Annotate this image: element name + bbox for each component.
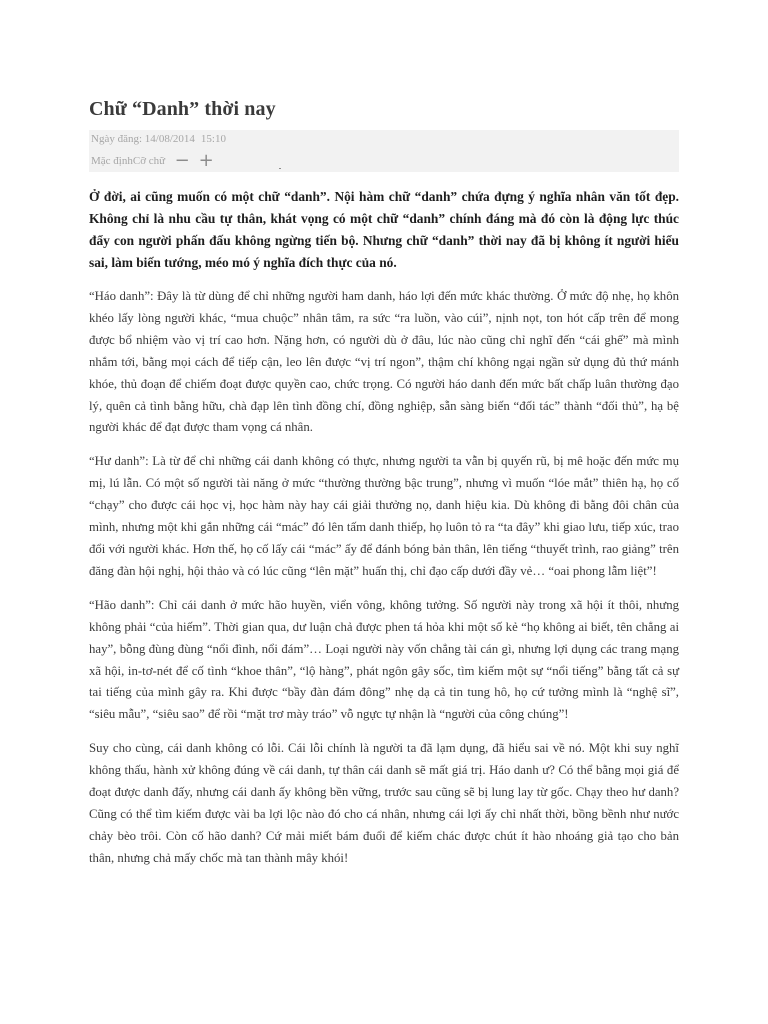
article-title: Chữ “Danh” thời nay [89, 98, 276, 120]
publish-date-label: Ngày đăng: 14/08/2014 [91, 133, 195, 145]
article-paragraph-2: “Hư danh”: Là từ để chỉ những cái danh không có thực, nhưng người ta vẫn bị quyến rũ, bị mê hoặc đến mức mụ mị, lú lẫn. Có một số người tài năng ở mức “thường thường bậc trung”, nhưng vì muốn “lóe mắt” thiên hạ, họ cố “chạy” cho được cái học vị, học hàm này hay cái giải thưởng nọ, danh hiệu kia. Dù không đi bằng đôi chân của mình, nhưng một khi gắn những cái “mác” đó lên tấm danh thiếp, họ luôn tỏ ra “ta đây” khi giao lưu, tiếp xúc, trao đổi với người khác. Hơn thế, họ cố lấy cái “mác” ấy để đánh bóng bản thân, lên tiếng “thuyết trình, rao giảng” trên đăng đàn hội nghị, hội thảo và có lúc cũng “lên mặt” huấn thị, chỉ đạo cấp dưới đầy vẻ… “oai phong lẫm liệt”! [89, 454, 679, 578]
minus-icon[interactable]: − [174, 150, 190, 171]
publish-time: 15:10 [200, 133, 226, 145]
article-paragraph-1: “Háo danh”: Đây là từ dùng để chỉ những người ham danh, háo lợi đến mức khác thường. Ở mức độ nhẹ, họ khôn khéo lấy lòng người khác, “mua chuộc” nhân tâm, ra sức “ra luồn, vào cúi”, nịnh nọt, ton hót cấp trên để mong được bổ nhiệm vào vị trí cao hơn. Nặng hơn, có người dù ở đâu, lúc nào cũng chỉ nghĩ đến “cái ghế” mà mình nhắm tới, bằng mọi cách để tiếp cận, leo lên được “vị trí ngon”, thậm chí không ngại ngần sử dụng đủ thứ mánh khóe, thủ đoạn để chiếm đoạt được quyền cao, chức trọng. Có người háo danh đến mức bất chấp luân thường đạo lý, quên cả tình bằng hữu, chà đạp lên tình đồng chí, đồng nghiệp, sẵn sàng biến “đối tác” thành “đối thủ”, hạ bệ người khác để đạt được tham vọng cá nhân. [89, 289, 679, 435]
font-size-label: Mặc địnhCỡ chữ [91, 155, 166, 167]
plus-icon[interactable]: + [198, 150, 214, 171]
article [89, 96, 679, 870]
link-underline [279, 168, 281, 169]
article-paragraph-3: “Hão danh”: Chỉ cái danh ở mức hão huyền, viển vông, không tưởng. Số người này trong xã hội ít thôi, nhưng không phải “của hiếm”. Thời gian qua, dư luận chả được phen tá hỏa khi một số kẻ “họ không ai biết, tên chẳng ai hay”, bỗng đùng đùng “nổi đình, nổi đám”… Loại người này vốn chẳng tài cán gì, nhưng lợi dụng các trang mạng xã hội, in-tơ-nét để cố tình “khoe thân”, “lộ hàng”, phát ngôn gây sốc, tìm kiếm một sự “nổi tiếng” bằng tất cả sự tai tiếng của mình gây ra. Khi được “bầy đàn đám đông” nhẹ dạ cả tin tung hô, họ cứ tưởng mình là “nghệ sĩ”, “siêu mẫu”, “siêu sao” để rồi “mặt trơ mày tráo” vỗ ngực tự nhận là “người của công chúng”! [89, 597, 679, 722]
font-size-control [91, 150, 221, 171]
article-paragraph-4: Suy cho cùng, cái danh không có lỗi. Cái lỗi chính là người ta đã lạm dụng, đã hiểu sai về nó. Một khi suy nghĩ không thấu, hành xử không đúng về cái danh, tự thân cái danh sẽ mất giá trị. Háo danh ư? Có thể bằng mọi giá để đoạt được danh đấy, nhưng cái danh ấy không bền vững, trước sau cũng sẽ bị lung lay từ gốc. Chạy theo hư danh? Cũng có thể tìm kiếm được vài ba lợi lộc nào đó cho cá nhân, nhưng cái lợi ấy chỉ nhất thời, bồng bềnh như nước chảy bèo trôi. Còn cố hão danh? Cứ mải miết bám đuổi để kiếm chác được chút ít hào nhoáng giả tạo cho bản thân, nhưng chả mấy chốc mà tan thành mây khói! [89, 741, 679, 865]
publish-date [91, 133, 226, 145]
article-lead: Ở đời, ai cũng muốn có một chữ “danh”. Nội hàm chữ “danh” chứa đựng ý nghĩa nhân văn tốt đẹp. Không chỉ là nhu cầu tự thân, khát vọng có một chữ “danh” chính đáng mà đó còn là động lực thúc đẩy con người phấn đấu không ngừng tiến bộ. Nhưng chữ “danh” thời nay đã bị không ít người hiểu sai, làm biến tướng, méo mó ý nghĩa đích thực của nó. [89, 189, 679, 270]
article-meta [89, 130, 679, 172]
